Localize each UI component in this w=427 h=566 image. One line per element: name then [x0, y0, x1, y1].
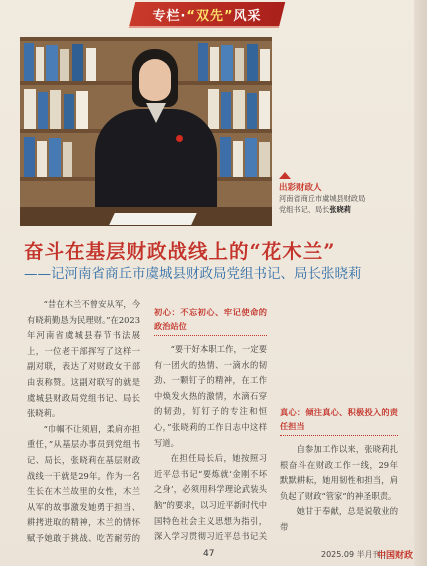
paragraph: “巾帼不让须眉，柔肩亦担重任，”从基层办事员到党组书记、局长，张晓莉在基层财政战线一干就是29年。作为一名生长在木兰故里的女性，木兰从军的故事激发她勇于担当、耕拷进取的精神，木兰的情怀赋予她敢于挑战、吃苦耐劳的 [27, 423, 140, 542]
section-heading: 初心：不忘初心、牢记使命的政治站位 [154, 305, 267, 336]
caption-marker-icon [279, 172, 291, 179]
paragraph: “昔在木兰不曾安从军，今有晓莉勤恳为民理财。”在2023年河南省虞城县春节书法展上，一位老干部挥写了这样一副对联，表达了对财政女干部由衷称赞。这副对联写的就是虞城县财政局党组书记、局长张晓莉。 [27, 299, 140, 419]
photo-caption-line: 河南省商丘市虞城县财政局 [279, 194, 366, 203]
page-number: 47 [203, 549, 215, 559]
magazine-name: 中国财政 [377, 551, 414, 561]
paragraph: “要干好本职工作，一定要有一团火的热情、一滴水的韧劲、一颗钉子的精神，在工作中焕发火热的激情，水滴石穿的韧劲，钉钉子的专注和恒心，”张晓莉的工作日志中这样写道。 [154, 344, 267, 448]
photo-caption-line: 党组书记、局长张晓莉 [279, 205, 351, 214]
article-headline: 奋斗在基层财政战线上的“花木兰” [24, 240, 336, 263]
article-column-1 [27, 297, 140, 542]
column-banner-text: 专栏·“双先”风采 [152, 9, 262, 24]
paragraph: 她甘于奉献，总是说敬业的带 [280, 506, 398, 532]
article-subheadline: ——记河南省商丘市虞城县财政局党组书记、局长张晓莉 [24, 266, 362, 282]
section-heading: 真心：倾注真心、积极投入的责任担当 [280, 405, 398, 436]
page-edge [414, 0, 427, 566]
party-badge [176, 135, 183, 142]
photo-caption-title: 出彩财政人 [279, 183, 322, 193]
article-column-2 [154, 301, 267, 542]
paragraph: 在担任局长后，她按照习近平总书记“要炼就‘金刚不坏之身’，必须用科学理论武装头脑”的要求，以习近平新时代中国特色社会主义思想为指引，深入学习贯彻习近平总书记关 [154, 453, 267, 542]
article-column-3 [280, 297, 398, 536]
issue-label: 2025.09 半月刊 | [321, 550, 386, 559]
portrait-photo [20, 37, 272, 226]
paragraph: 自参加工作以来，张晓莉扎根奋斗在财政工作一线，29年默默耕耘，她用韧性和担当，肩负起了财政“管家”的神圣职责。 [280, 444, 398, 501]
